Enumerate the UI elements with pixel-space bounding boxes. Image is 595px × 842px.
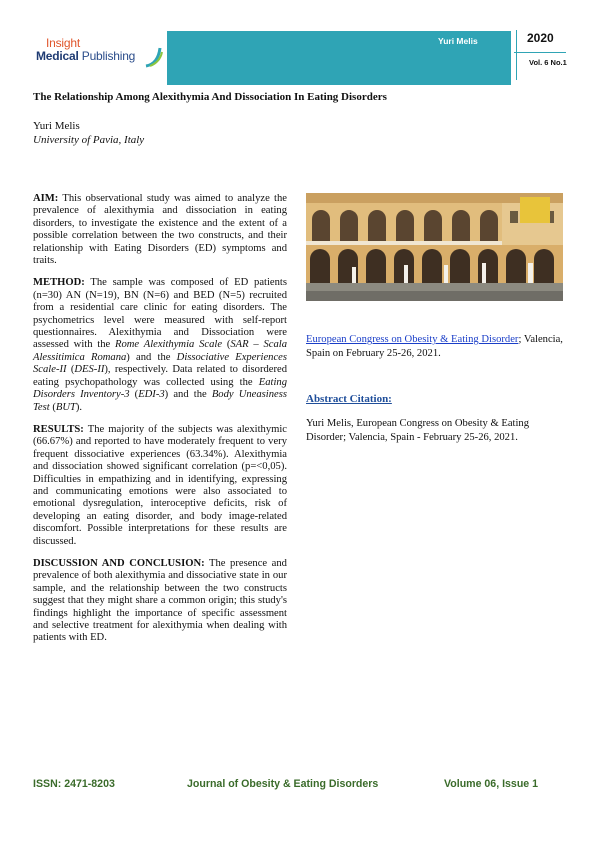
abstract-results: RESULTS: The majority of the subjects was alexithymic (66.67%) and reported to have moderately frequent to very frequent dissociative experiences (63.34%). Alexithymia and dissociation showed significant correlation (p=<0,05). Difficulties in empathizing and in identifying, expressing and communicating emotions were also associated to emotional dysregulation, interoceptive deficits, risk of developing an eating disorder, and body image-related discomfort. Possible interpretations for these results are discussed. [33, 423, 287, 547]
logo-text-medical-publishing: Medical Publishing [36, 49, 136, 63]
citation-heading: Abstract Citation: [306, 393, 392, 405]
citation-text: Yuri Melis, European Congress on Obesity & Eating Disorder; Valencia, Spain - February 25-26, 2021. [306, 418, 530, 443]
abstract-aim: AIM: This observational study was aimed to analyze the prevalence of alexithymia and dissociation in eating disorders, to investigate the existence and the extent of a possible correlation between the two constructs, and their relationship with Eating Disorders (ED) symptoms and traits. [33, 193, 287, 267]
footer-volume: Volume 06, Issue 1 [444, 778, 539, 790]
footer-issn: ISSN: 2471-8203 [33, 778, 115, 790]
header-author: Yuri Melis [438, 36, 478, 46]
article-affiliation: University of Pavia, Italy [33, 134, 145, 146]
conference-note: European Congress on Obesity & Eating Disorder; Valencia, Spain on February 25-26, 2021. [306, 334, 563, 359]
header-volume: Vol. 6 No.1 [529, 58, 567, 67]
logo-text-insight: Insight [46, 36, 80, 50]
university-courtyard-photo [306, 193, 563, 301]
header-rule [514, 52, 566, 53]
article-title: The Relationship Among Alexithymia And Dissociation In Eating Disorders [33, 91, 387, 103]
abstract-column [33, 193, 287, 655]
publisher-logo [36, 34, 166, 74]
logo-arc-icon [144, 46, 164, 68]
header-year: 2020 [527, 31, 554, 45]
article-author: Yuri Melis [33, 120, 80, 132]
footer-journal: Journal of Obesity & Eating Disorders [187, 778, 379, 790]
abstract-discussion: DISCUSSION AND CONCLUSION: The presence and prevalence of both alexithymia and dissociative state in our sample, and the relationship between the two constructs suggest that they might share a common origin; this study's findings highlight the importance of specific assessment and selective treatment for alexithymia when dealing with patients with ED. [33, 557, 287, 644]
abstract-method: METHOD: The sample was composed of ED patients (n=30) AN (N=19), BN (N=6) and BED (N=5) recruited from a residential care clinic for eating disorders. The psychometrics level were measured with self-report questionnaires. Alexithymia and Dissociation were assessed with the Rome Alexithymia Scale (SAR – Scala Alessitimica Romana) and the Dissociative Experiences Scale-II (DES-II), respectively. Data related to disordered eating psychopathology was collected using the Eating Disorders Inventory-3 (EDI-3) and the Body Uneasiness Test (BUT). [33, 277, 287, 413]
conference-link[interactable]: European Congress on Obesity & Eating Disorder [306, 334, 519, 345]
header-divider [516, 30, 517, 80]
